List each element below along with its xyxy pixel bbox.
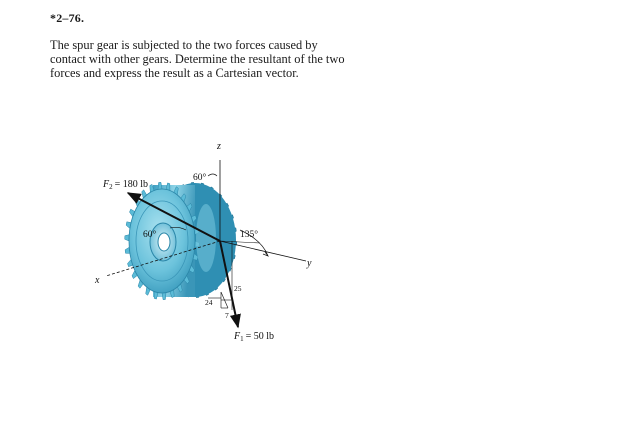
problem-line: contact with other gears. Determine the resultant of the two	[50, 52, 345, 67]
force-f1-value: = 50 lb	[245, 331, 275, 342]
x-axis-label: x	[95, 275, 100, 286]
force-f1-symbol: F	[234, 331, 241, 342]
force-f2-value: = 180 lb	[114, 179, 149, 190]
angle-60-left-label: 60°	[143, 230, 157, 240]
problem-line: The spur gear is subjected to the two forces caused by	[50, 38, 318, 52]
force-f2-symbol: F	[103, 179, 110, 190]
problem-line: forces and express the result as a Cartesian vector.	[50, 66, 299, 81]
problem-number: *2–76.	[50, 11, 85, 25]
y-axis-label: y	[307, 258, 312, 269]
force-f2-label	[102, 179, 148, 191]
gear-tooth	[158, 182, 162, 189]
z-axis-label: z	[217, 141, 221, 152]
force-f2-subscript: 2	[109, 183, 113, 191]
slope-7-label: 7	[225, 311, 229, 320]
slope-24-label: 24	[205, 298, 213, 307]
angle-60-top-label: 60°	[193, 173, 207, 183]
force-f1-label	[233, 331, 274, 343]
force-f1-subscript: 1	[240, 335, 244, 343]
angle-135-label: 135°	[240, 230, 259, 240]
gear-tooth	[125, 235, 130, 241]
gear-tooth	[162, 293, 166, 300]
slope-25-label: 25	[234, 284, 242, 293]
